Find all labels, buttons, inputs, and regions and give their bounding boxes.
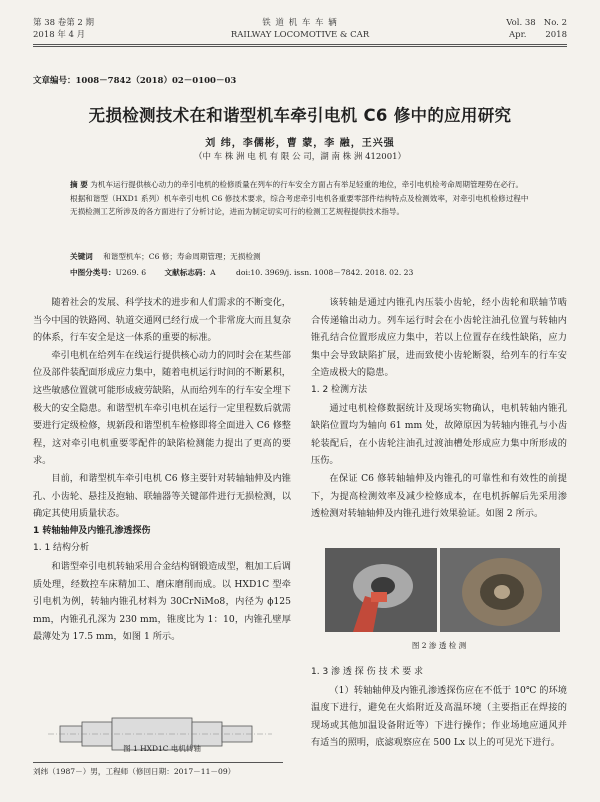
section-1-2-heading: 1. 2 检测方法	[311, 384, 368, 395]
volume-issue-cn: 第 38 卷第 2 期	[33, 18, 95, 28]
journal-title-cn: 铁 道 机 车 车 辆	[262, 18, 338, 28]
header-rule	[33, 44, 567, 45]
left-paragraph-4: 和谐型牵引电机转轴采用合金结构钢锻造成型，粗加工后调质处理，经数控车床精加工、磨床磨削而成。以 HXD1C 型牵引电机为例，转轴内锥孔材料为 30CrNiMo8，内径为 ϕ125 mm，内锥孔孔深为 230 mm，锥度比为 1：10，内锥孔壁厚最薄处为 17.5 mm，如图 1 所示。	[33, 560, 291, 643]
article-number: 文章编号：1008－7842（2018）02－0100－03	[33, 76, 237, 86]
section-1-3-heading: 1. 3 渗 透 探 伤 技 术 要 求	[311, 667, 424, 677]
right-column-lower	[311, 664, 567, 752]
doi: doi:10. 3969/j. issn. 1008－7842. 2018. 02. 23	[236, 268, 414, 277]
author-footnote: 刘纬（1987－）男，工程师（修回日期：2017－11－09）	[33, 767, 236, 776]
authors: 刘 纬，李儒彬，曹 蒙，李 融，王兴强	[205, 138, 395, 149]
keywords-label: 关键词	[70, 252, 93, 261]
date-en: Apr. 2018	[509, 30, 567, 40]
right-column	[311, 294, 567, 523]
header-rule-thin	[33, 46, 567, 47]
abstract	[70, 178, 530, 219]
section-1-1-heading: 1. 1 结构分析	[33, 543, 90, 554]
left-paragraph-1: 随着社会的发展、科学技术的进步和人们需求的不断变化，当今中国的铁路网、轨道交通网已经行成一个非常庞大而且复杂的体系，行车安全是这一体系的重要的标准。	[33, 297, 291, 344]
inspection-photo-left	[325, 548, 437, 632]
left-column	[33, 294, 291, 646]
doc-code: A	[210, 268, 216, 277]
right-paragraph-3: 在保证 C6 修转轴轴伸及内锥孔的可靠性和有效性的前提下，为提高检测效率及减少检修成本，在电机拆解后先采用渗透检测对转轴轴伸及内锥孔进行效果验证。如图 2 所示。	[311, 472, 567, 520]
footnote-rule	[33, 762, 283, 763]
figure-2-caption: 图 2 渗 透 检 测	[411, 641, 467, 650]
classification-number: U269. 6	[115, 268, 147, 277]
doc-code-label: 文献标志码：	[164, 268, 211, 277]
figure-1-caption: 图 1 HXD1C 电机转轴	[123, 744, 201, 753]
shaft-drawing	[40, 700, 285, 770]
abstract-label: 摘 要	[70, 180, 88, 189]
classification-label: 中图分类号：	[70, 268, 116, 277]
figure-2-photo-left	[325, 548, 437, 632]
keywords-line	[70, 250, 530, 264]
affiliation: （中 车 株 洲 电 机 有 限 公 司，湖 南 株 洲 412001）	[193, 152, 407, 162]
inspection-photo-right	[440, 548, 560, 632]
date-cn: 2018 年 4 月	[33, 30, 86, 40]
article-title: 无损检测技术在和谐型机车牵引电机 C6 修中的应用研究	[88, 106, 512, 125]
right-paragraph-1: 该转轴是通过内锥孔内压装小齿轮，经小齿轮和联轴节啮合传递输出动力。列车运行时会在小齿轮注油孔位置与转轴内锥孔结合位置形成应力集中，若以上位置存在线性缺陷，应力集中会导致缺陷扩展，进而致使小齿轮断裂，给列车的行车安全造成极大的隐患。	[311, 297, 567, 379]
figure-2-photo-right	[440, 548, 560, 632]
keywords: 和谐型机车；C6 修；寿命周期管理；无损检测	[103, 252, 261, 261]
section-1-heading: 1 转轴轴伸及内锥孔渗透探伤	[33, 525, 151, 536]
figure-1-shaft	[40, 700, 285, 770]
left-paragraph-3: 目前，和谐型机车牵引电机 C6 修主要针对转轴轴伸及内锥孔、小齿轮、悬挂及抱轴、联轴器等关键部件进行无损检测，以确定其使用质量状态。	[33, 472, 291, 520]
left-paragraph-2: 牵引电机在给列车在线运行提供核心动力的同时会在某些部位及部件装配面形成应力集中，随着电机运行时间的不断累积，这些敏感位置就可能形成疲劳缺陷，从而给列车的行车安全埋下极大的安全隐患。和谐型机车牵引电机在运行一定里程数后就需要进行定级检修，规新段和谐型机车检修即将全面进入 C6 修整程，这对牵引电机重要零配件的缺陷检测能力提出了更高的要求。	[33, 349, 291, 467]
classification-line	[70, 266, 540, 280]
right-paragraph-4: （1）转轴轴伸及内锥孔渗透探伤应在不低于 10℃ 的环境温度下进行，避免在火焰附近及高温环境（主要指正在焊接的现场或其他加温设备附近等）下进行操作；作业场地应通风并有适当的照明，底滤观察应在 500 Lx 以上的可见光下进行。	[311, 684, 567, 749]
abstract-text: 为机车运行提供核心动力的牵引电机的检修质量在列车的行车安全方面占有举足轻重的地位，牵引电机检考命周期管理势在必行。根据和谐型（HXD1 系列）机车牵引电机 C6 修技术要求，综合考虑牵引电机各重要零部件结构特点及检测效率，对牵引电机检修过程中无损检测工艺所涉及的各方面进行了分析讨论，进而为制定切实可行的检测工艺规程提供技术指导。	[70, 180, 529, 216]
volume-issue-en: Vol. 38 No. 2	[506, 18, 567, 28]
right-paragraph-2: 通过电机检修数据统计及现场实物确认，电机转轴内锥孔缺陷位置均为轴向 61 mm 处，故障原因为转轴内锥孔与小齿轮装配后，在小齿轮注油孔过渡油槽处形成应力集中所形成的压伤。	[311, 402, 567, 467]
journal-title-en: RAILWAY LOCOMOTIVE & CAR	[230, 30, 370, 40]
